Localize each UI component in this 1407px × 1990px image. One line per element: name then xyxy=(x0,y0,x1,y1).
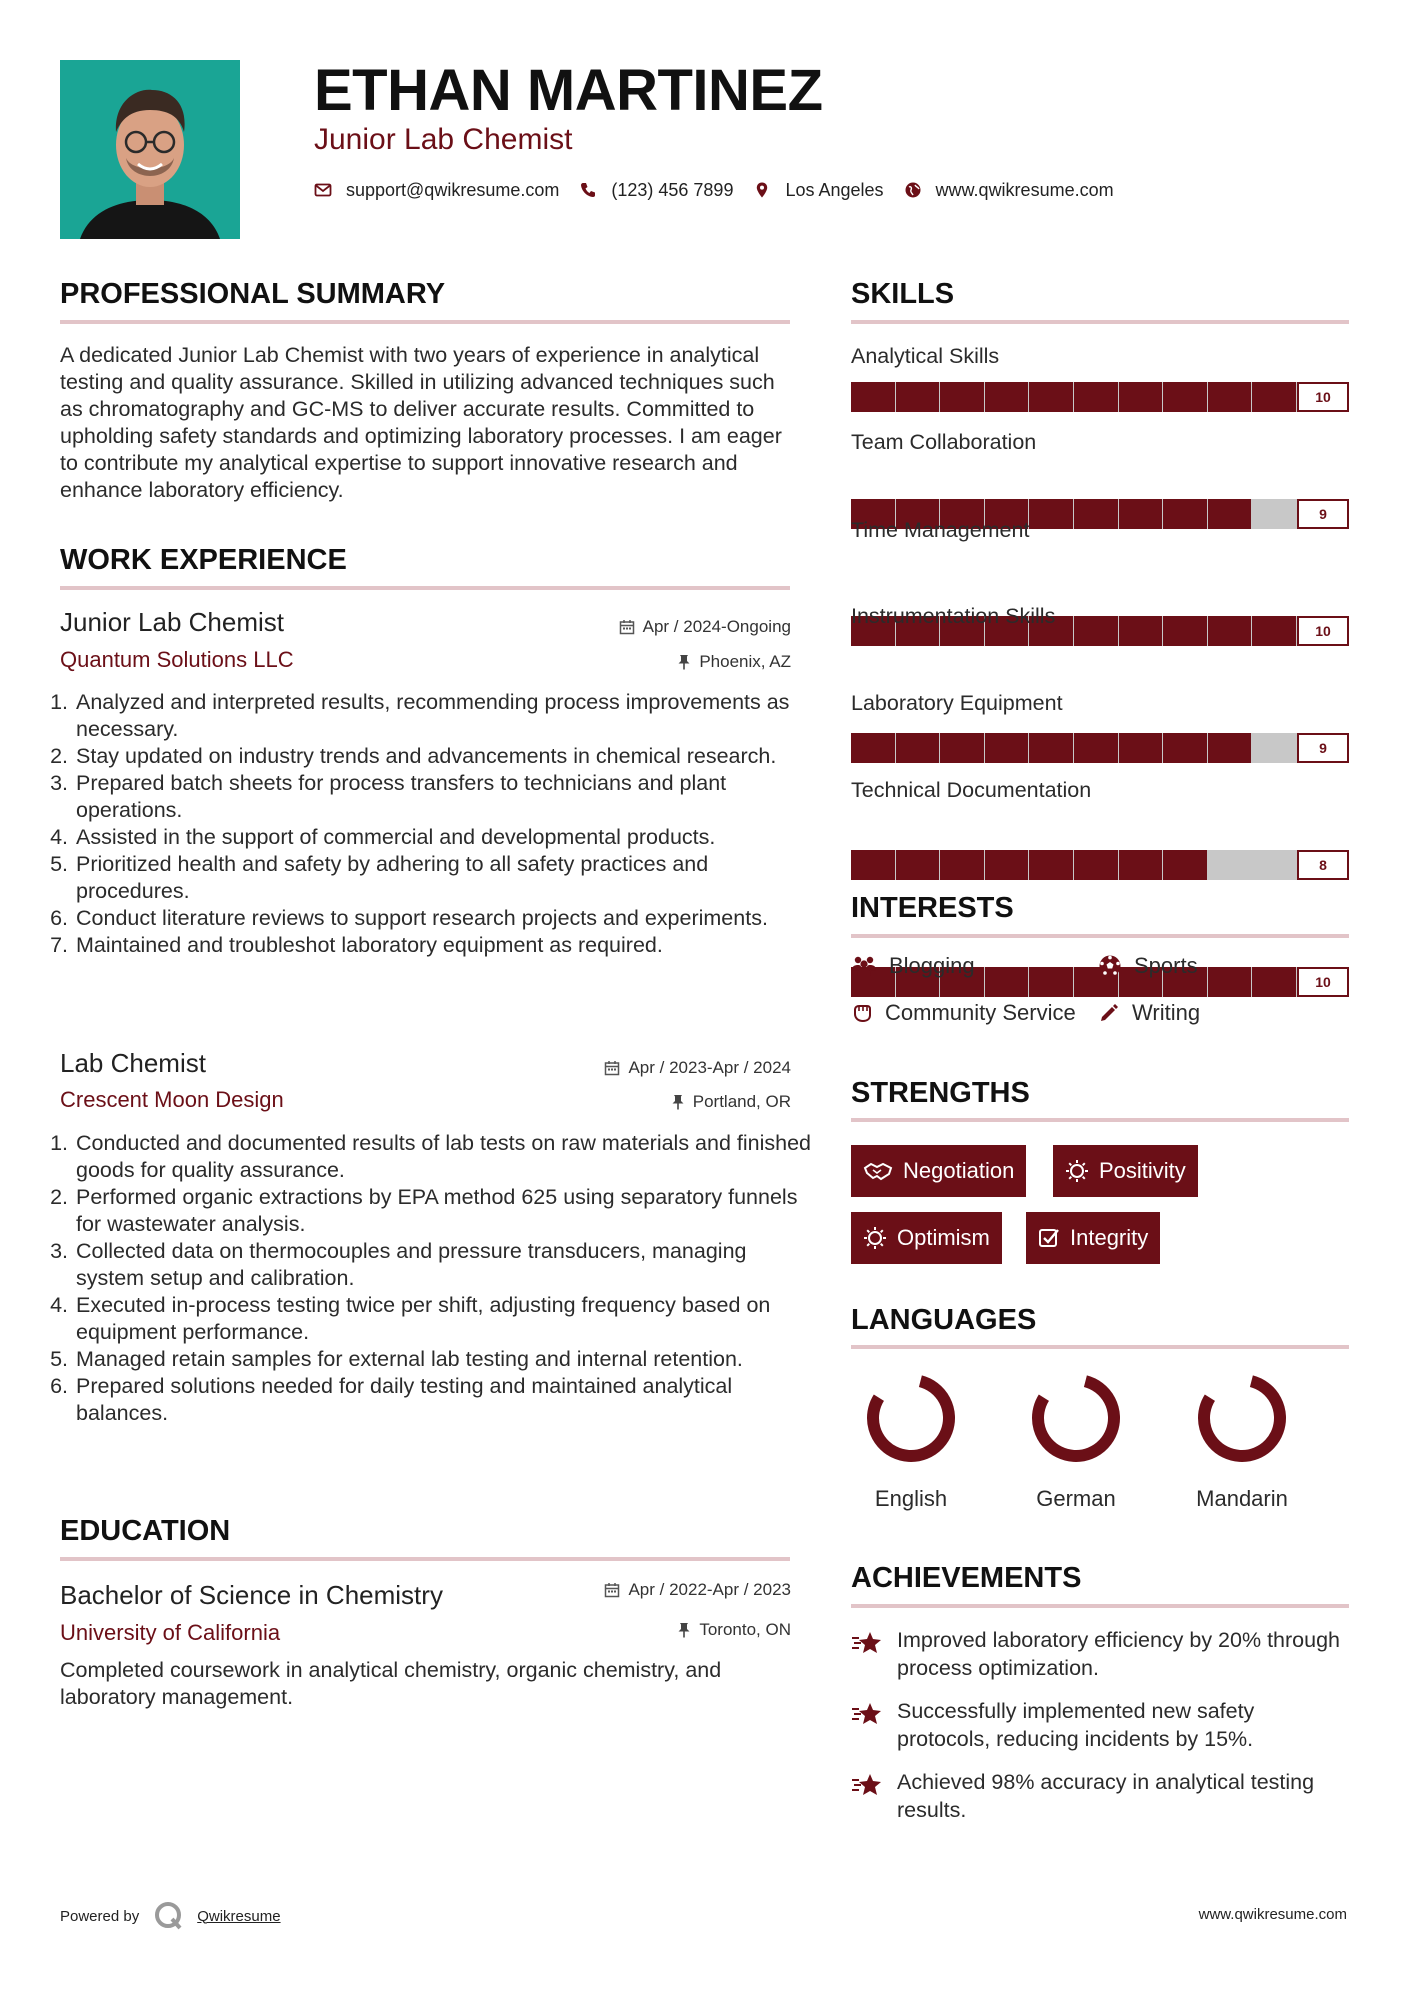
list-item: 4. Executed in-process testing twice per shift, adjusting frequency based on equipment performance. xyxy=(74,1292,812,1346)
calendar-icon xyxy=(604,1060,620,1076)
skill-bar-segment xyxy=(1029,733,1073,763)
job-title: Junior Lab Chemist xyxy=(60,607,284,637)
skill-bar-segment xyxy=(1163,733,1207,763)
skill-bar-segment xyxy=(1208,382,1252,412)
avatar xyxy=(60,60,240,239)
skill-bar-segment xyxy=(896,382,940,412)
skill-label: Instrumentation Skills xyxy=(851,604,1056,628)
job-company: Quantum Solutions LLC xyxy=(60,647,294,672)
language-ring xyxy=(1038,1381,1114,1456)
education-divider xyxy=(60,1557,790,1561)
skill-label: Technical Documentation xyxy=(851,778,1092,802)
calendar-icon xyxy=(619,619,635,635)
skill-level-badge: 10 xyxy=(1297,616,1349,646)
strength-badge xyxy=(851,1212,1002,1264)
interest-item xyxy=(851,1000,1076,1026)
interest-label: Writing xyxy=(1132,1000,1201,1025)
skill-bar-segment xyxy=(851,850,895,880)
job-bullets xyxy=(56,689,812,959)
skill-bar-segment xyxy=(1029,382,1073,412)
skill-bar-segment xyxy=(940,850,984,880)
hand-icon xyxy=(851,1002,873,1024)
strength-badge xyxy=(851,1145,1026,1197)
star-icon xyxy=(851,1701,883,1727)
pushpin-icon xyxy=(677,654,691,670)
achievement-item xyxy=(851,1626,1349,1682)
skill-bar-segment xyxy=(1163,850,1207,880)
job-location-text: Phoenix, AZ xyxy=(699,652,791,671)
achievements-divider xyxy=(851,1604,1349,1608)
achievement-item xyxy=(851,1768,1349,1824)
education-location-text: Toronto, ON xyxy=(699,1620,791,1639)
experience-divider xyxy=(60,586,790,590)
skill-bar-segment xyxy=(1029,850,1073,880)
achievement-text: Achieved 98% accuracy in analytical testing results. xyxy=(897,1770,1315,1822)
contact-phone[interactable] xyxy=(579,180,733,201)
list-item: 4. Assisted in the support of commercial and developmental products. xyxy=(74,824,812,851)
powered-by xyxy=(60,1900,281,1932)
summary-heading: PROFESSIONAL SUMMARY xyxy=(60,278,446,310)
footer-url[interactable]: www.qwikresume.com xyxy=(1198,1906,1347,1923)
achievements-heading: ACHIEVEMENTS xyxy=(851,1562,1082,1594)
language-rings xyxy=(851,1368,1351,1478)
skill-bar-segment xyxy=(1208,850,1252,880)
calendar-icon xyxy=(604,1582,620,1598)
skill-bar-segment xyxy=(940,382,984,412)
skill-bar-segment xyxy=(1252,850,1296,880)
degree-title: Bachelor of Science in Chemistry xyxy=(60,1580,443,1610)
sun-icon xyxy=(863,1226,887,1250)
checkbox-icon xyxy=(1038,1227,1060,1249)
skill-bar-segment xyxy=(1252,967,1296,997)
skill-level-badge: 8 xyxy=(1297,850,1349,880)
skill-bar-segment xyxy=(1074,616,1118,646)
interests-divider xyxy=(851,934,1349,938)
skill-bar-segment xyxy=(1208,733,1252,763)
skill-bar-segment xyxy=(1074,382,1118,412)
language-label: German xyxy=(1036,1486,1116,1511)
list-item: 2. Performed organic extractions by EPA method 625 using separatory funnels for wastewater analysis. xyxy=(74,1184,812,1238)
skill-bar xyxy=(851,850,1349,880)
contact-bar xyxy=(314,176,1134,204)
list-item: 5. Managed retain samples for external lab testing and internal retention. xyxy=(74,1346,812,1373)
strength-badge xyxy=(1053,1145,1198,1197)
interest-label: Sports xyxy=(1134,953,1198,978)
envelope-icon xyxy=(314,181,332,199)
education-dates-text: Apr / 2022-Apr / 2023 xyxy=(628,1580,791,1599)
interest-label: Blogging xyxy=(889,953,975,978)
skill-bar-segment xyxy=(1252,499,1296,529)
interest-item xyxy=(1098,1000,1200,1026)
summary-divider xyxy=(60,320,790,324)
languages-heading: LANGUAGES xyxy=(851,1304,1037,1336)
language-ring xyxy=(1204,1381,1280,1456)
job-dates xyxy=(604,1057,791,1079)
contact-phone-text: (123) 456 7899 xyxy=(611,179,734,200)
job-title: Lab Chemist xyxy=(60,1048,206,1078)
skill-bar-segment xyxy=(1252,616,1296,646)
interest-item xyxy=(1098,953,1198,979)
achievement-item xyxy=(851,1697,1349,1753)
skill-bar-segment xyxy=(1074,733,1118,763)
summary-text: A dedicated Junior Lab Chemist with two years of experience in analytical testing and quality assurance. Skilled in utilizing advanced techniques such as chromatography and GC-MS to deliver accurate results. Committed to upholding safety standards and optimizing laboratory processes. I am eager to contribute my analytical expertise to support innovative research and enhance laboratory efficiency. xyxy=(60,343,782,502)
skill-bar-segment xyxy=(1029,967,1073,997)
phone-icon xyxy=(579,181,597,199)
list-item: 7. Maintained and troubleshot laboratory equipment as required. xyxy=(74,932,812,959)
brand-link[interactable]: Qwikresume xyxy=(197,1907,281,1925)
skill-bar-segment xyxy=(1252,733,1296,763)
skill-label: Analytical Skills xyxy=(851,344,1000,368)
education-heading: EDUCATION xyxy=(60,1515,231,1547)
achievement-text: Successfully implemented new safety protocols, reducing incidents by 15%. xyxy=(897,1699,1255,1751)
contact-location xyxy=(753,180,883,201)
school-name: University of California xyxy=(60,1620,281,1645)
strengths-divider xyxy=(851,1118,1349,1122)
skill-bar-segment xyxy=(896,850,940,880)
skill-bar xyxy=(851,733,1349,763)
job-company: Crescent Moon Design xyxy=(60,1087,284,1112)
strengths-heading: STRENGTHS xyxy=(851,1077,1030,1109)
job-dates-text: Apr / 2024-Ongoing xyxy=(642,617,791,636)
skill-bar-segment xyxy=(1074,499,1118,529)
skill-bar-segment xyxy=(1163,616,1207,646)
skill-bar-segment xyxy=(851,382,895,412)
pushpin-icon xyxy=(671,1094,685,1110)
candidate-name: ETHAN MARTINEZ xyxy=(314,58,823,123)
job-bullets xyxy=(56,1130,812,1427)
pencil-icon xyxy=(1098,1002,1120,1024)
skill-label: Laboratory Equipment xyxy=(851,691,1063,715)
list-item: 2. Stay updated on industry trends and advancements in chemical research. xyxy=(74,743,812,770)
job-dates xyxy=(619,616,791,638)
job-dates-text: Apr / 2023-Apr / 2024 xyxy=(628,1058,791,1077)
map-pin-icon xyxy=(753,181,771,199)
skill-bar-segment xyxy=(1119,850,1163,880)
list-item: 1. Conducted and documented results of lab tests on raw materials and finished goods for quality assurance. xyxy=(74,1130,812,1184)
job-location xyxy=(677,651,791,673)
skill-bar-segment xyxy=(985,967,1029,997)
education-location xyxy=(677,1619,791,1641)
interests-heading: INTERESTS xyxy=(851,892,1014,924)
skills-heading: SKILLS xyxy=(851,278,955,310)
education-dates xyxy=(604,1579,791,1601)
contact-website[interactable] xyxy=(904,180,1114,201)
skill-bar-segment xyxy=(1208,967,1252,997)
powered-by-text: Powered by xyxy=(60,1907,140,1925)
skill-bar-segment xyxy=(1119,382,1163,412)
experience-heading: WORK EXPERIENCE xyxy=(60,544,347,576)
contact-email-text: support@qwikresume.com xyxy=(346,179,560,200)
strength-label: Integrity xyxy=(1070,1225,1149,1250)
list-item: 5. Prioritized health and safety by adhering to all safety practices and procedures. xyxy=(74,851,812,905)
skill-bar-segment xyxy=(1208,499,1252,529)
skill-bar-segment xyxy=(985,382,1029,412)
skill-bar-segment xyxy=(1119,616,1163,646)
strength-badge xyxy=(1026,1212,1160,1264)
globe-icon xyxy=(904,181,922,199)
skill-level-badge: 9 xyxy=(1297,733,1349,763)
contact-email[interactable] xyxy=(314,180,559,201)
star-icon xyxy=(851,1630,883,1656)
skill-bar-segment xyxy=(940,733,984,763)
skill-bar-segment xyxy=(1208,616,1252,646)
list-item: 1. Analyzed and interpreted results, recommending process improvements as necessary. xyxy=(74,689,812,743)
list-item: 6. Conduct literature reviews to support research projects and experiments. xyxy=(74,905,812,932)
list-item: 3. Collected data on thermocouples and pressure transducers, managing system setup and calibration. xyxy=(74,1238,812,1292)
skill-bar-segment xyxy=(1163,382,1207,412)
skill-level-badge: 9 xyxy=(1297,499,1349,529)
skill-bar-segment xyxy=(1119,733,1163,763)
skill-level-badge: 10 xyxy=(1297,967,1349,997)
skill-bar-segment xyxy=(851,733,895,763)
skill-bar-segment xyxy=(985,733,1029,763)
list-item: 6. Prepared solutions needed for daily testing and maintained analytical balances. xyxy=(74,1373,812,1427)
languages-divider xyxy=(851,1345,1349,1349)
users-icon xyxy=(851,955,877,977)
skill-bar-segment xyxy=(1074,850,1118,880)
strength-label: Optimism xyxy=(897,1225,990,1250)
skill-bar-segment xyxy=(896,733,940,763)
profile-photo xyxy=(60,60,240,239)
skill-bar-segment xyxy=(1029,499,1073,529)
language-label: Mandarin xyxy=(1196,1486,1288,1511)
job-location xyxy=(671,1091,791,1113)
interest-item xyxy=(851,953,975,979)
pushpin-icon xyxy=(677,1622,691,1638)
interest-label: Community Service xyxy=(885,1000,1076,1025)
qwikresume-logo-icon xyxy=(153,1900,185,1932)
skill-label: Time Management xyxy=(851,518,1030,542)
skill-bar-segment xyxy=(1252,382,1296,412)
star-icon xyxy=(851,1772,883,1798)
language-ring xyxy=(873,1381,949,1456)
list-item: 3. Prepared batch sheets for process transfers to technicians and plant operations. xyxy=(74,770,812,824)
skill-bar-segment xyxy=(1163,499,1207,529)
achievement-text: Improved laboratory efficiency by 20% through process optimization. xyxy=(897,1628,1340,1680)
skill-bar-segment xyxy=(985,850,1029,880)
strength-label: Negotiation xyxy=(903,1158,1015,1183)
job-location-text: Portland, OR xyxy=(692,1092,791,1111)
skills-divider xyxy=(851,320,1349,324)
handshake-icon xyxy=(863,1160,893,1182)
strength-label: Positivity xyxy=(1099,1158,1186,1183)
language-label: English xyxy=(874,1486,948,1511)
skill-level-badge: 10 xyxy=(1297,382,1349,412)
candidate-role: Junior Lab Chemist xyxy=(314,123,573,156)
skill-bar-segment xyxy=(1119,499,1163,529)
contact-location-text: Los Angeles xyxy=(785,179,884,200)
skill-bar xyxy=(851,382,1349,412)
soccer-ball-icon xyxy=(1098,954,1122,978)
education-description: Completed coursework in analytical chemistry, organic chemistry, and laboratory management. xyxy=(60,1658,722,1709)
sun-icon xyxy=(1065,1159,1089,1183)
contact-website-text: www.qwikresume.com xyxy=(935,179,1114,200)
skill-label: Team Collaboration xyxy=(851,430,1037,454)
